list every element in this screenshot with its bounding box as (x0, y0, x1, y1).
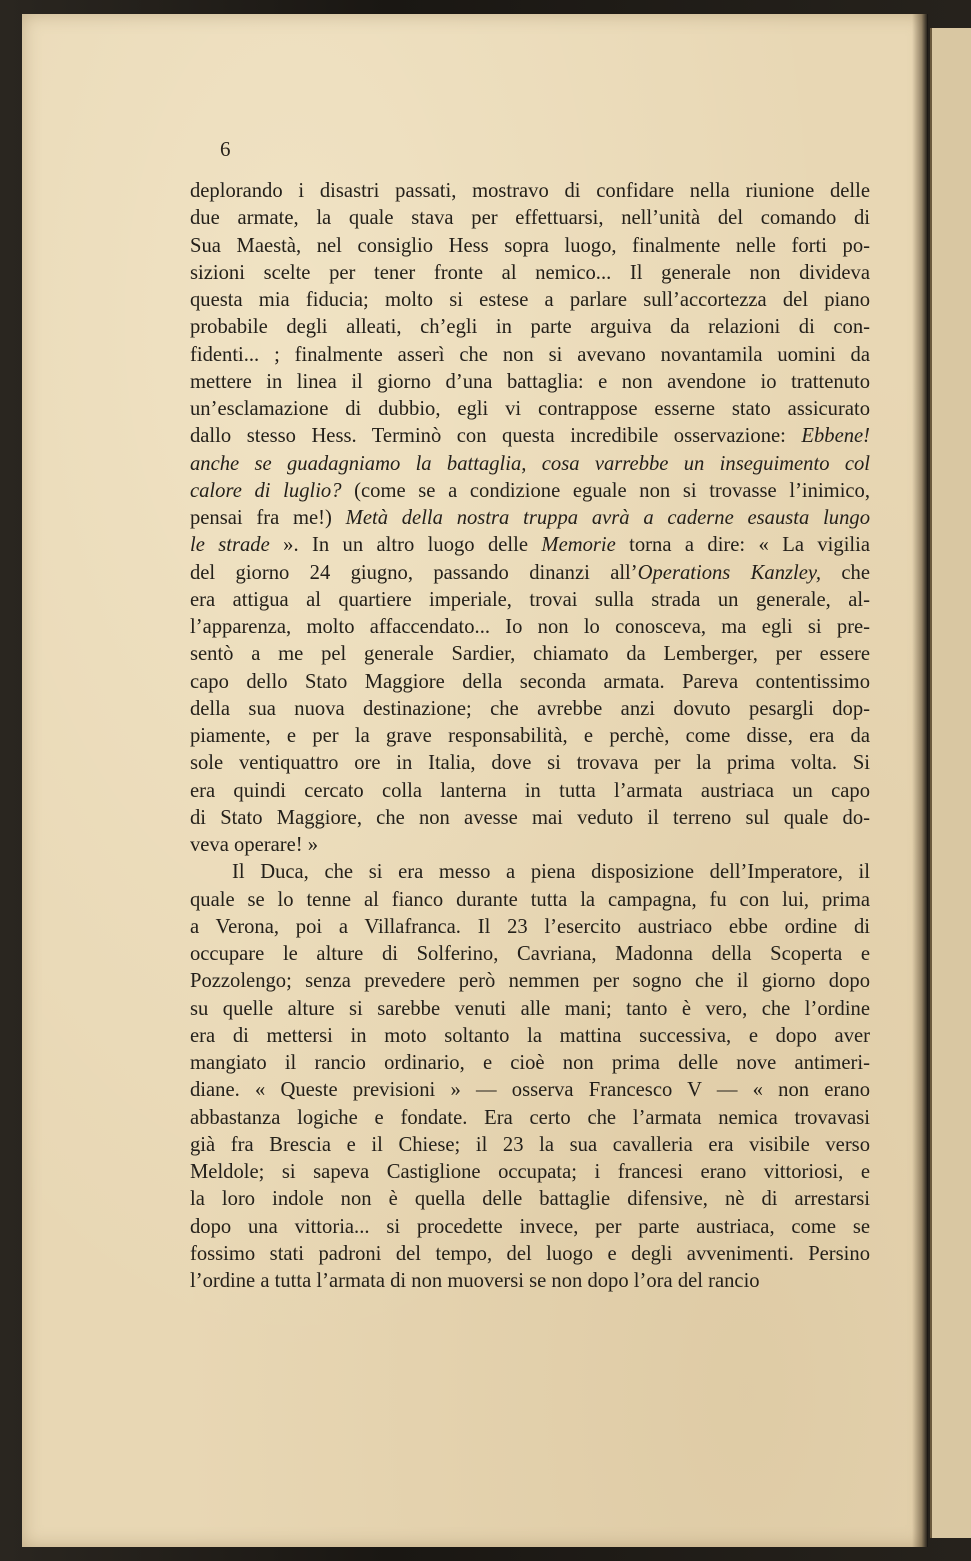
text-line (190, 1132, 870, 1159)
text-run: dopo una vittoria... si procedette invece, per parte austriaca, come se (190, 1215, 870, 1238)
text-line (190, 233, 870, 260)
text-run: Sua Maestà, nel consiglio Hess sopra luogo, finalmente nelle forti po- (190, 234, 870, 257)
text-line (190, 1077, 870, 1104)
italic-text: Operations Kanzley, (637, 561, 822, 584)
text-run: Meldole; si sapeva Castiglione occupata; i francesi erano vittoriosi, e (190, 1161, 870, 1183)
text-line (190, 342, 870, 369)
text-line (190, 532, 870, 559)
text-run: probabile degli alleati, ch’egli in parte arguiva da relazioni di con- (190, 316, 870, 339)
text-run: della sua nuova destinazione; che avrebbe anzi dovuto pesargli dop- (190, 697, 870, 720)
text-run: Il Duca, che si era messo a piena disposizione dell’Imperatore, il (232, 861, 870, 884)
text-run: pensai fra me!) (190, 507, 346, 529)
text-line (190, 1186, 870, 1213)
text-run: abbastanza logiche e fondate. Era certo che l’armata nemica trovavasi (190, 1106, 870, 1129)
text-run: veva operare! » (190, 834, 319, 856)
text-run: sizioni scelte per tener fronte al nemico... Il generale non divideva (190, 261, 870, 284)
text-run: del giorno 24 giugno, passando dinanzi all’ (190, 561, 638, 584)
page-number: 6 (220, 137, 231, 161)
text-line (190, 396, 870, 423)
page-gutter-shadow (912, 14, 928, 1547)
text-run: dallo stesso Hess. Terminò con questa incredibile osservazione: (190, 425, 802, 448)
text-run: torna a dire: « La vigilia (615, 534, 870, 557)
text-run: era di mettersi in moto soltanto la mattina successiva, e dopo aver (190, 1024, 870, 1047)
text-line (190, 587, 870, 614)
text-run: era attigua al quartiere imperiale, trovai sulla strada un generale, al- (190, 588, 870, 611)
text-run: piamente, e per la grave responsabilità, e perchè, come disse, era da (190, 725, 870, 747)
text-run: che (821, 561, 870, 584)
text-line (190, 1023, 870, 1050)
text-line (190, 859, 870, 886)
text-line (190, 723, 870, 750)
text-line (190, 505, 870, 532)
text-run: un’esclamazione di dubbio, egli vi contrappose esserne stato assicurato (190, 398, 870, 420)
text-line (190, 1268, 870, 1295)
text-line (190, 996, 870, 1023)
text-line (190, 968, 870, 995)
text-run: era quindi cercato colla lanterna in tutta l’armata austriaca un capo (190, 779, 870, 802)
text-line (190, 1241, 870, 1268)
text-run: (come se a condizione eguale non si trovasse l’inimico, (341, 479, 870, 502)
text-line (190, 750, 870, 777)
text-run: deplorando i disastri passati, mostravo di confidare nella riunione delle (190, 180, 870, 202)
body-text (190, 178, 870, 1295)
text-run: occupare le alture di Solferino, Cavriana, Madonna della Scoperta e (190, 943, 870, 965)
text-run: su quelle alture si sarebbe venuti alle mani; tanto è vero, che l’ordine (190, 997, 870, 1020)
italic-text: calore di luglio? (190, 479, 342, 502)
italic-text: anche se guadagniamo la battaglia, cosa varrebbe un inseguimento col (190, 452, 870, 475)
text-run: Pozzolengo; senza prevedere però nemmen per sogno che il giorno dopo (190, 970, 870, 993)
text-line (190, 696, 870, 723)
text-line (190, 1105, 870, 1132)
text-line (190, 832, 870, 859)
text-run: l’apparenza, molto affaccendato... Io non lo conosceva, ma egli si pre- (190, 616, 870, 638)
text-run: sole ventiquattro ore in Italia, dove si trovava per la prima volta. Si (190, 752, 870, 775)
text-line (190, 314, 870, 341)
text-run: già fra Brescia e il Chiese; il 23 la sua cavalleria era visibile verso (190, 1133, 870, 1156)
text-line (190, 560, 870, 587)
text-line (190, 205, 870, 232)
text-line (190, 260, 870, 287)
text-run: quale se lo tenne al fianco durante tutta la campagna, fu con lui, prima (190, 888, 870, 911)
text-run: di Stato Maggiore, che non avesse mai veduto il terreno sul quale do- (190, 806, 870, 829)
text-run: mangiato il rancio ordinario, e cioè non prima delle nove antimeri- (190, 1052, 870, 1074)
text-line (190, 805, 870, 832)
text-line (190, 778, 870, 805)
text-line (190, 451, 870, 478)
text-run: l’ordine a tutta l’armata di non muoversi se non dopo l’ora del rancio (190, 1270, 760, 1292)
text-run: fidenti... ; finalmente asserì che non si avevano novantamila uomini da (190, 343, 870, 366)
text-run: capo dello Stato Maggiore della seconda armata. Pareva contentissimo (190, 670, 870, 693)
text-line (190, 614, 870, 641)
text-line (190, 1214, 870, 1241)
text-run: fossimo stati padroni del tempo, del luogo e degli avvenimenti. Persino (190, 1242, 870, 1265)
text-run: ». In un altro luogo delle (269, 534, 542, 557)
text-line (190, 287, 870, 314)
text-run: sentò a me pel generale Sardier, chiamato da Lemberger, per essere (190, 643, 870, 666)
text-line (190, 369, 870, 396)
text-run: a Verona, poi a Villafranca. Il 23 l’esercito austriaco ebbe ordine di (190, 915, 870, 938)
italic-text: le strade (190, 534, 270, 557)
italic-text: Memorie (541, 534, 616, 557)
text-line (190, 178, 870, 205)
text-line (190, 1159, 870, 1186)
text-line (190, 478, 870, 505)
text-run: due armate, la quale stava per effettuarsi, nell’unità del comando di (190, 207, 870, 230)
text-line (190, 887, 870, 914)
text-run: diane. « Queste previsioni » — osserva Francesco V — « non erano (190, 1079, 870, 1102)
italic-text: Metà della nostra truppa avrà a caderne esausta lungo (345, 507, 870, 529)
text-line (190, 914, 870, 941)
text-line (190, 669, 870, 696)
text-run: questa mia fiducia; molto si estese a parlare sull’accortezza del piano (190, 289, 870, 311)
text-line (190, 941, 870, 968)
text-line (190, 1050, 870, 1077)
text-run: la loro indole non è quella delle battaglie difensive, nè di arrestarsi (190, 1188, 870, 1211)
text-line (190, 423, 870, 450)
italic-text: Ebbene! (801, 425, 870, 448)
text-run: mettere in linea il giorno d’una battaglia: e non avendone io trattenuto (190, 370, 870, 393)
next-page-edge (930, 28, 971, 1538)
text-line (190, 641, 870, 668)
